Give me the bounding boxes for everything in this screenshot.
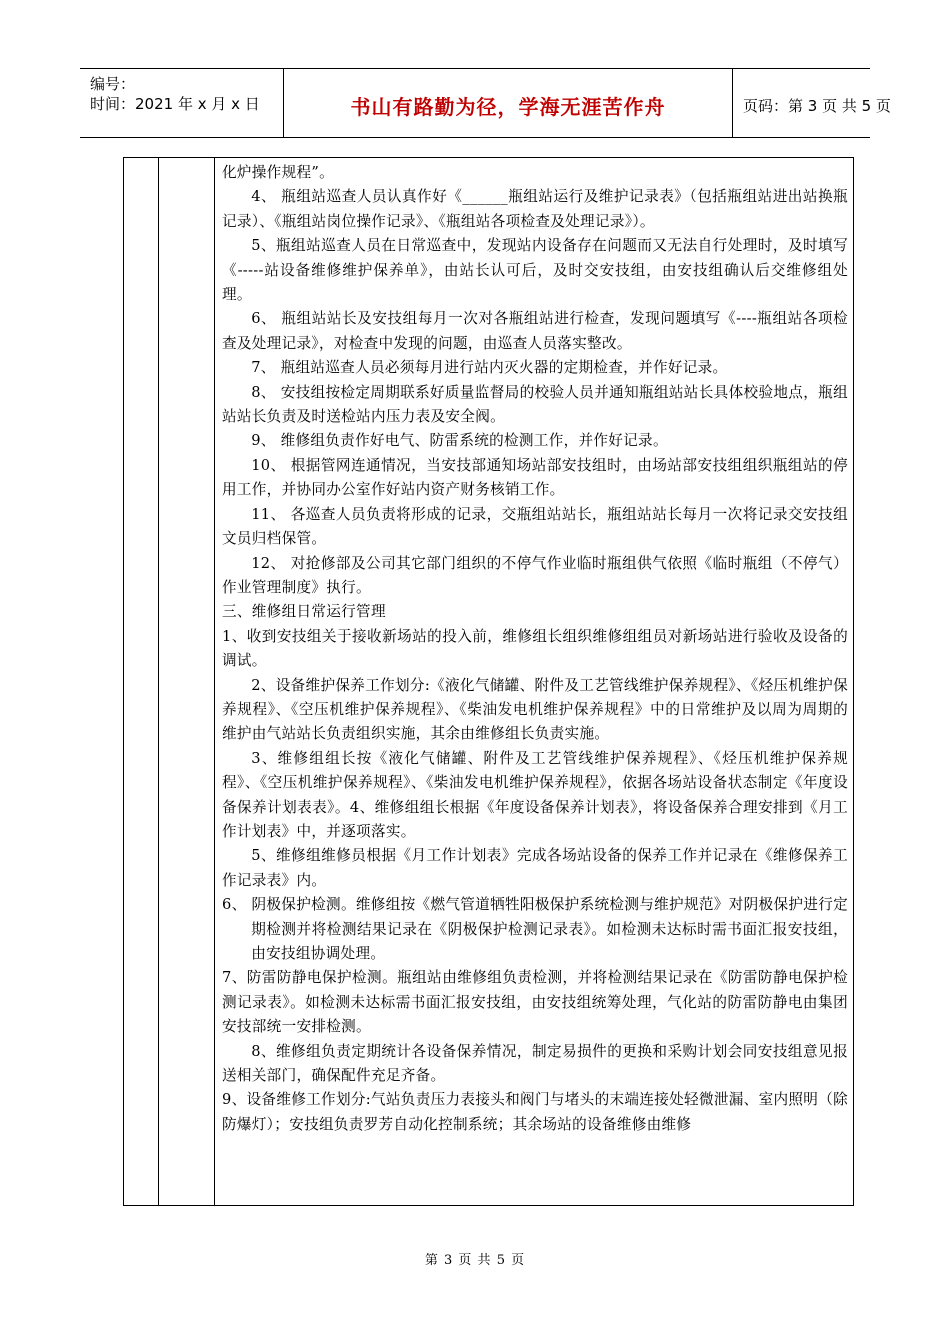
header-motto-cell	[283, 69, 733, 137]
paragraph: 2、设备维护保养工作划分:《液化气储罐、附件及工艺管线维护保养规程》、《烃压机维护保养规程》、《空压机维护保养规程》、《柴油发电机维护保养规程》中的日常维护及以周为周期的维护由气站站长负责组织实施，其余由维修组长负责实施。	[222, 676, 848, 743]
paragraph: 1、收到安技组关于接收新场站的投入前，维修组长组织维修组组员对新场站进行验收及设备的调试。	[222, 627, 848, 670]
header-page-cell	[733, 69, 891, 137]
paragraph: 12、 对抢修部及公司其它部门组织的不停气作业临时瓶组供气依照《临时瓶组（不停气）作业管理制度》执行。	[222, 554, 848, 596]
header-meta-cell	[80, 69, 283, 137]
paragraph: 9、 维修组负责作好电气、防雷系统的检测工作，并作好记录。	[251, 432, 668, 450]
document-code-label: 编号：	[90, 75, 136, 93]
paragraph: 6、 阴极保护检测。维修组按《燃气管道牺牲阳极保护系统检测与维护规范》对阴极保护进行定期检测并将检测结果记录在《阴极保护检测记录表》。如检测未达标时需书面汇报安技组，由安技组协调处理。	[222, 896, 848, 962]
motto-text: 书山有路勤为径，学海无涯苦作舟	[350, 95, 666, 119]
paragraph: 5、维修组维修员根据《月工作计划表》完成各场站设备的保养工作并记录在《维修保养工作记录表》内。	[222, 847, 848, 889]
table-column-divider-1	[158, 157, 159, 1206]
paragraph: 三、维修组日常运行管理	[222, 603, 386, 621]
paragraph: 7、 瓶组站巡查人员必须每月进行站内灭火器的定期检查，并作好记录。	[251, 359, 728, 377]
page-header	[80, 68, 891, 138]
document-time-label: 时间：2021 年 x 月 x 日	[90, 95, 260, 113]
content-cell	[222, 161, 848, 1137]
paragraph: 5、瓶组站巡查人员在日常巡查中，发现站内设备存在问题而又无法自行处理时，及时填写《-----站设备维修维护保养单》，由站长认可后，及时交安技组，由安技组确认后交维修组处理。	[222, 237, 848, 304]
page-footer: 第 3 页 共 5 页	[424, 1253, 526, 1268]
page-number-label: 页码：第 3 页 共 5 页	[743, 97, 891, 115]
paragraph: 8、 安技组按检定周期联系好质量监督局的校验人员并通知瓶组站站长具体校验地点，瓶组站站长负责及时送检站内压力表及安全阀。	[222, 383, 848, 426]
paragraph: 6、 瓶组站站长及安技组每月一次对各瓶组站进行检查，发现问题填写《----瓶组站各项检查及处理记录》，对检查中发现的问题，由巡查人员落实整改。	[222, 310, 848, 352]
paragraph: 9、设备维修工作划分:气站负责压力表接头和阀门与堵头的末端连接处轻微泄漏、室内照明（除防爆灯）；安技组负责罗芳自动化控制系统；其余场站的设备维修由维修	[222, 1091, 848, 1133]
table-column-divider-2	[214, 157, 215, 1206]
paragraph: 7、防雷防静电保护检测。瓶组站由维修组负责检测，并将检测结果记录在《防雷防静电保护检测记录表》。如检测未达标需书面汇报安技组，由安技组统筹处理，气化站的防雷防静电由集团安技部统一安排检测。	[222, 969, 848, 1036]
paragraph: 4、 瓶组站巡查人员认真作好《______瓶组站运行及维护记录表》（包括瓶组站进出站换瓶记录）、《瓶组站岗位操作记录》、《瓶组站各项检查及处理记录》）。	[222, 188, 848, 230]
paragraph: 3、维修组组长按《液化气储罐、附件及工艺管线维护保养规程》、《烃压机维护保养规程》、《空压机维护保养规程》、《柴油发电机维护保养规程》，依据各场站设备状态制定《年度设备保养计划表表》。4、维修组组长根据《年度设备保养计划表》，将设备保养合理安排到《月工作计划表》中，并逐项落实。	[222, 749, 848, 840]
paragraph: 化炉操作规程”。	[222, 164, 335, 181]
paragraph: 10、 根据管网连通情况，当安技部通知场站部安技组时，由场站部安技组组织瓶组站的停用工作，并协同办公室作好站内资产财务核销工作。	[222, 456, 848, 499]
paragraph: 8、维修组负责定期统计各设备保养情况，制定易损件的更换和采购计划会同安技组意见报送相关部门，确保配件充足齐备。	[222, 1042, 848, 1085]
paragraph: 11、 各巡查人员负责将形成的记录，交瓶组站站长，瓶组站站长每月一次将记录交安技组文员归档保管。	[222, 505, 848, 548]
